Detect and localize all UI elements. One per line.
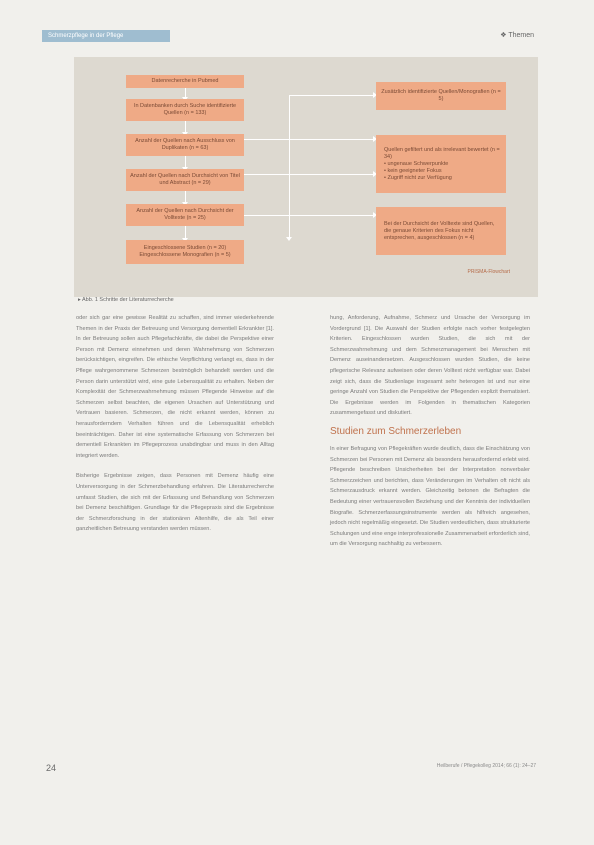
figure-caption: ▸ Abb. 1 Schritte der Literaturrecherche xyxy=(78,297,174,303)
body-column-left xyxy=(76,313,274,535)
flow-side-box-1: Zusätzlich identifizierte Quellen/Monografien (n = 5) xyxy=(376,82,506,110)
flow-arrow xyxy=(244,215,374,216)
flow-arrow xyxy=(185,226,186,239)
paragraph: In einer Befragung von Pflegekräften wurde deutlich, dass die Einschätzung von Schmerzen bei Personen mit Demenz als besonders herausfordernd erlebt wird. Pflegende beschreiben Unsicherheiten bei der Interpretation nonverbaler Schmerzzeichen und berichten, dass Veränderungen im Verhalten oft nicht als Schmerzausdruck erkannt werden. Gleichzeitig betonen die Befragten die Bedeutung einer vertrauensvollen Beziehung und der Kenntnis der individuellen Biografie. Schmerzerfassungsinstrumente werden als hilfreich angesehen, jedoch nicht regelmäßig eingesetzt. Die Studien verdeutlichen, dass strukturierte Schulungen und eine enge interprofessionelle Zusammenarbeit erforderlich sind, um die Versorgung nachhaltig zu verbessern. xyxy=(330,445,530,548)
section-heading: Studien zum Schmerzerleben xyxy=(330,425,462,437)
flow-arrow xyxy=(244,174,374,175)
section-label: ❖ Themen xyxy=(500,32,534,39)
paragraph: hung, Anforderung, Aufnahme, Schmerz und Ursache der Versorgung im Vordergrund [1]. Die Auswahl der Studien erfolgte nach vorher festgelegten Kriterien. Eingeschlossen wurden Studien, die sich mit der Schmerzwahrnehmung und dem Schmerzmanagement bei Menschen mit Demenz auseinandersetzen. Ausgeschlossen wurden Studien, die keine pflegerische Relevanz aufweisen oder deren Volltext nicht verfügbar war. Dabei zeigt sich, dass die Studienlage insgesamt sehr heterogen ist und nur eine geringe Anzahl von Studien die Perspektive der Pflegenden explizit thematisiert. Die Ergebnisse werden im Folgenden in thematischen Kategorien zusammengefasst und diskutiert. xyxy=(330,315,530,417)
prisma-label: PRISMA-Flowchart xyxy=(467,269,510,275)
flow-arrow xyxy=(289,96,290,238)
flow-side-box-2: Quellen gefiltert und als irrelevant bewertet (n = 34) • ungenaue Schwerpunkte • kein geeigneter Fokus • Zugriff nicht zur Verfügung xyxy=(376,135,506,193)
running-title: Schmerzpflege in der Pflege xyxy=(42,30,170,42)
flow-box-2: In Datenbanken durch Suche identifizierte Quellen (n = 133) xyxy=(126,99,244,121)
flow-box-3: Anzahl der Quellen nach Ausschluss von Duplikaten (n = 63) xyxy=(126,134,244,156)
footer-citation: Heilberufe / Pflegekolleg 2014; 66 (1): 24–27 xyxy=(436,763,536,769)
flow-arrow xyxy=(289,95,374,96)
flow-box-6: Eingeschlossene Studien (n = 20) Eingeschlossene Monografien (n = 5) xyxy=(126,240,244,264)
page-number: 24 xyxy=(46,763,57,773)
flow-box-5: Anzahl der Quellen nach Durchsicht der Volltexte (n = 25) xyxy=(126,204,244,226)
flow-arrow xyxy=(185,156,186,168)
flow-arrow xyxy=(185,88,186,98)
flow-box-4: Anzahl der Quellen nach Durchsicht von Titel und Abstract (n = 29) xyxy=(126,169,244,191)
flow-side-box-3: Bei der Durchsicht der Volltexte sind Quellen, die genaue Kriterien des Fokus nicht entsprechen, ausgeschlossen (n = 4) xyxy=(376,207,506,255)
flow-arrow xyxy=(185,121,186,133)
flow-arrow xyxy=(185,191,186,203)
paragraph: oder sich gar eine gewisse Realität zu schaffen, sind immer wiederkehrende Themen in der Praxis der Betreuung und Versorgung dementiell Erkrankter [1]. In der Betreuung sollen auch Pflegefachkräfte, die dabei die Perspektive einer Person mit Demenz einnehmen und deren Wahrnehmung von Schmerzen berücksichtigen, eingreifen. Die ethische Verpflichtung verlangt es, dass in der Pflege wahrgenommene Schmerzen bestmöglich behandelt werden und die Person darin unterstützt wird, eine gute Lebensqualität zu erhalten. Neben der Komplexität der Schmerzwahrnehmung müssen Pflegende Hinweise auf die Schmerzen selbst beachten, die eigenen Ursachen auf Unterstützung und Vertrauen basieren. Schmerzen, die nicht erkannt werden, können zu herausforderndem Verhalten führen und die Lebensqualität erheblich beeinträchtigen. Daher ist eine systematische Erfassung von Schmerzen bei dementiell Erkrankten im Pflegeprozess unabdingbar und muss in den Alltag integriert werden. xyxy=(76,315,274,459)
body-column-right xyxy=(330,313,530,550)
flow-arrow xyxy=(244,139,374,140)
paragraph: Bisherige Ergebnisse zeigen, dass Personen mit Demenz häufig eine Unterversorgung in der Schmerzbehandlung erfahren. Die Literaturrecherche umfasst Studien, die sich mit der Erfassung und Behandlung von Schmerzen bei Demenz beschäftigen. Grundlage für die Pflegepraxis sind die Ergebnisse der Schmerzforschung in der stationären Altenhilfe, die als Teil einer ganzheitlichen Betreuung verstanden werden müssen. xyxy=(76,473,274,533)
flow-box-1: Datenrecherche in Pubmed xyxy=(126,75,244,88)
flowchart-figure xyxy=(74,57,538,297)
